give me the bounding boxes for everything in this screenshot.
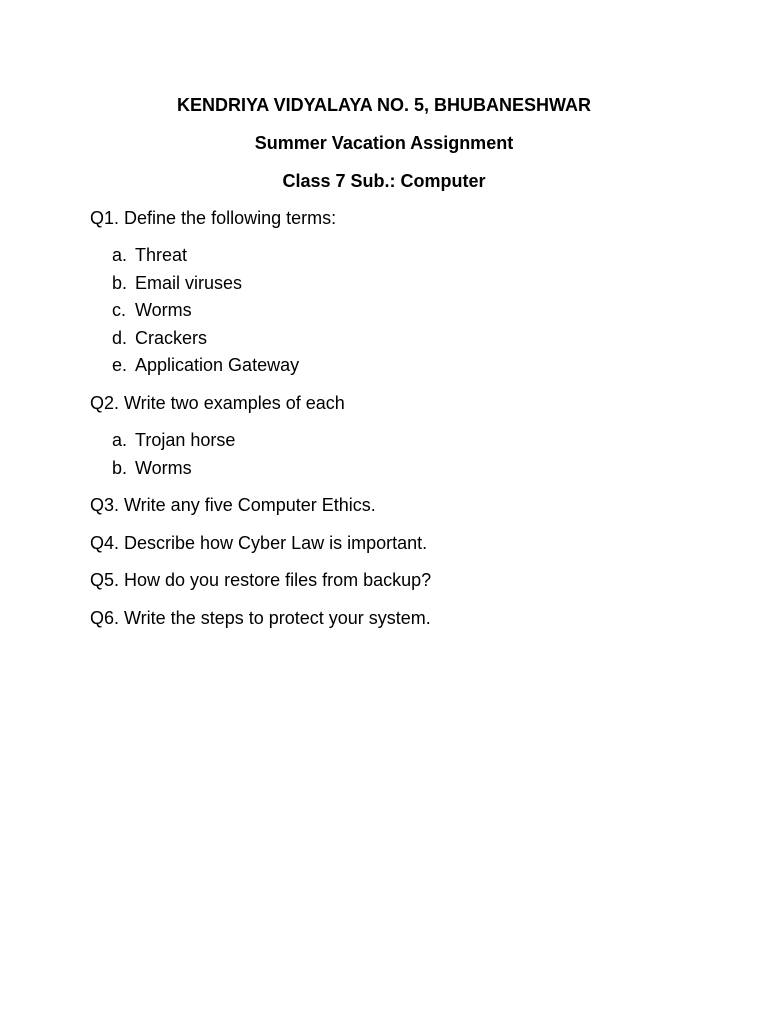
- question-5: Q5. How do you restore files from backup?: [90, 570, 432, 590]
- list-item-text: Worms: [135, 300, 192, 320]
- list-marker: e.: [112, 355, 128, 375]
- question-6: Q6. Write the steps to protect your system.: [90, 608, 431, 628]
- q2-item-a: [112, 430, 235, 451]
- list-item-text: Application Gateway: [135, 355, 300, 375]
- question-1: Q1. Define the following terms:: [90, 208, 337, 228]
- list-marker: b.: [112, 458, 128, 478]
- question-3: Q3. Write any five Computer Ethics.: [90, 495, 376, 515]
- question-2: Q2. Write two examples of each: [90, 393, 345, 413]
- list-item-text: Worms: [135, 458, 192, 478]
- list-marker: a.: [112, 430, 128, 450]
- school-name: KENDRIYA VIDYALAYA NO. 5, BHUBANESHWAR: [176, 95, 592, 115]
- assignment-title: Summer Vacation Assignment: [254, 133, 514, 153]
- list-item-text: Threat: [135, 245, 188, 265]
- question-4: Q4. Describe how Cyber Law is important.: [90, 533, 428, 553]
- q1-item-c: [112, 300, 192, 321]
- q1-item-b: [112, 273, 242, 294]
- class-subject: Class 7 Sub.: Computer: [282, 171, 486, 191]
- list-item-text: Crackers: [135, 328, 208, 348]
- q1-item-a: [112, 245, 187, 266]
- list-item-text: Email viruses: [135, 273, 243, 293]
- list-item-text: Trojan horse: [135, 430, 236, 450]
- q2-item-b: [112, 458, 192, 479]
- list-marker: d.: [112, 328, 128, 348]
- list-marker: c.: [112, 300, 127, 320]
- list-marker: b.: [112, 273, 128, 293]
- q1-item-e: [112, 355, 299, 376]
- list-marker: a.: [112, 245, 128, 265]
- q1-item-d: [112, 328, 207, 349]
